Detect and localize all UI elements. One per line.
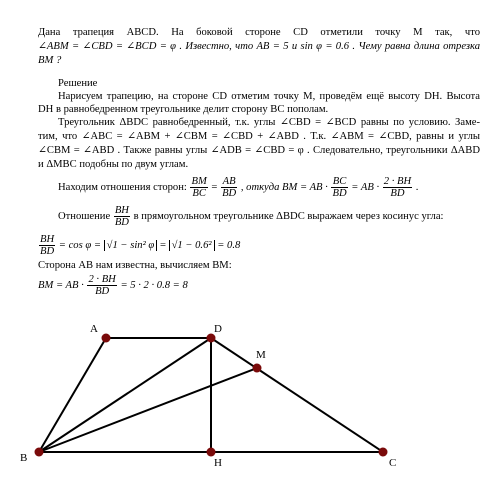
label-c: C [389, 457, 397, 469]
problem-line-2: ∠ABM = ∠CBD = ∠BCD = φ . Известно, что AB = 5 и sin φ = 0.6 . Чему равна длина отрезка [38, 41, 480, 52]
ratio-from-text: , откуда BM = AB · [240, 182, 328, 193]
point-a [102, 334, 111, 343]
solution-p1-line-2: DH в равнобедренном треугольнике делит сторону BC пополам. [38, 104, 329, 115]
solution-p2-line-4: и ΔMBC подобны по двум углам. [38, 159, 189, 170]
problem-line-1: Дана трапеция ABCD. На боковой стороне CD отметили точку M так, что [38, 27, 480, 38]
problem-line-3: BM ? [38, 55, 62, 66]
label-m: M [256, 349, 266, 361]
side-ab [39, 338, 106, 452]
ratio-eq-text: = AB · [351, 182, 380, 193]
cos-intro: Отношение [58, 211, 111, 222]
point-b [35, 448, 44, 457]
fraction-final: $\frac{2 \cdot BH}{BD}$ [88, 274, 116, 298]
side-dc [211, 338, 383, 452]
ratio-equation: Находим отношения сторон: $\frac{BM}{BC}$ = $\frac{AB}{BD}$ , откуда BM = AB · $\frac{BC}{BD}$ = AB · $\frac{2 \cdot BH}{BD}$ . [58, 176, 419, 200]
fraction-bh-bd: $\frac{BH}{BD}$ [114, 205, 129, 229]
point-c [379, 448, 388, 457]
cos-root-2: √1 − 0.6² [169, 240, 215, 251]
label-d: D [214, 323, 222, 335]
label-b: B [20, 452, 28, 464]
label-h: H [214, 457, 222, 469]
final-left: BM = AB · [38, 280, 84, 291]
fraction-bm-bc: $\frac{BM}{BC}$ [191, 176, 207, 200]
solution-p2-line-3: ∠CBM = ∠ABD . Также равны углы ∠ADB = ∠CBD = φ . Следовательно, треугольники ΔABD [38, 145, 480, 156]
ratio-intro: Находим отношения сторон: [58, 182, 187, 193]
cos-equation: $\frac{BH}{BD}$ = cos φ = √1 − sin² φ = √1 − 0.6² = 0.8 [40, 234, 241, 258]
point-m [253, 364, 262, 373]
cos-eq-mid: = cos φ = [58, 240, 102, 251]
solution-p2-line-2: тим, что ∠ABC = ∠ABM + ∠CBM = ∠CBD + ∠ABD . Т.к. ∠ABM = ∠CBD, равны и углы [38, 131, 480, 142]
label-a: A [90, 323, 98, 335]
fraction-bc-bd: $\frac{BC}{BD}$ [332, 176, 347, 200]
cos-text: в прямоугольном треугольнике ΔBDC выражаем через косинус угла: [133, 211, 444, 222]
solution-p2-line-1: Треугольник ΔBDC равнобедренный, т.к. углы ∠CBD = ∠BCD равны по условию. Заме- [58, 117, 480, 128]
cos-root-1: √1 − sin² φ [104, 240, 158, 251]
fraction-ab-bd: $\frac{AB}{BD}$ [222, 176, 237, 200]
solution-heading: Решение [58, 78, 98, 89]
point-h [207, 448, 216, 457]
final-right: = 5 · 2 · 0.8 = 8 [120, 280, 188, 291]
fraction-2bh-bd: $\frac{2 \cdot BH}{BD}$ [383, 176, 412, 200]
final-intro: Сторона AB нам известна, вычисляем BM: [38, 260, 232, 271]
solution-p1-line-1: Нарисуем трапецию, на стороне CD отметим точку M, проведём ещё высоту DH. Высота [58, 91, 480, 102]
cos-result: = 0.8 [217, 240, 241, 251]
fraction-bh-bd-2: $\frac{BH}{BD}$ [40, 234, 55, 258]
